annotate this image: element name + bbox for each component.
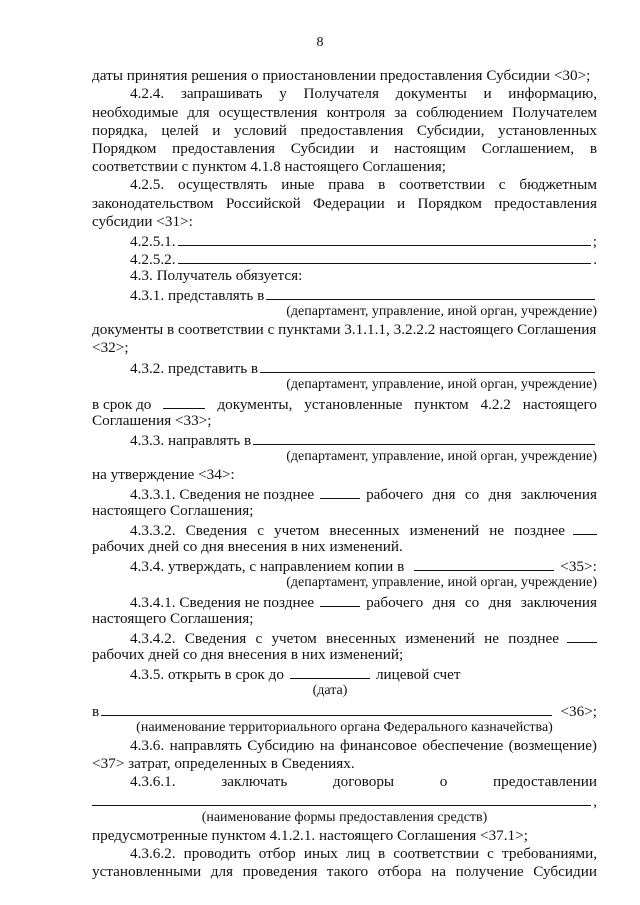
field-caption: (дата) bbox=[312, 683, 348, 698]
text-line: рабочих дней со дня внесения в них изменений. bbox=[92, 538, 403, 555]
blank-field[interactable] bbox=[101, 701, 552, 716]
field-caption: (департамент, управление, иной орган, учреждение) bbox=[286, 377, 597, 392]
page-number: 8 bbox=[316, 35, 324, 50]
fill-line-item bbox=[92, 701, 597, 719]
fill-line-item bbox=[130, 358, 597, 376]
text-line: 4.2.5. осуществлять иные права в соответствии с бюджетным bbox=[130, 176, 597, 193]
text-line: предусмотренные пунктом 4.1.2.1. настоящего Соглашения <37.1>; bbox=[92, 827, 528, 844]
text-segment: <35>: bbox=[560, 558, 597, 574]
text-segment: 4.3.3. направлять в bbox=[130, 432, 252, 448]
text-line: законодательством Российской Федерации и Порядком предоставления bbox=[92, 195, 597, 212]
text-line: рабочих дней со дня внесения в них изменений; bbox=[92, 646, 404, 663]
fill-line-item bbox=[130, 231, 597, 249]
fill-line-item bbox=[92, 394, 597, 412]
blank-field[interactable] bbox=[266, 285, 595, 300]
text-segment: 4.3.1. представлять в bbox=[130, 287, 265, 303]
text-line: порядка, целей и условий предоставления Субсидии, установленных bbox=[92, 122, 597, 139]
fill-line-item bbox=[92, 791, 597, 809]
text-line: 4.3. Получатель обязуется: bbox=[130, 267, 303, 284]
blank-field[interactable] bbox=[178, 231, 591, 246]
field-caption: (департамент, управление, иной орган, учреждение) bbox=[286, 304, 597, 319]
text-segment: 4.3.2. представить в bbox=[130, 360, 259, 376]
text-segment: 4.3.4.1. Сведения не позднее bbox=[130, 594, 315, 610]
fill-line-item bbox=[130, 249, 597, 267]
text-line: документы в соответствии с пунктами 3.1.1.1, 3.2.2.2 настоящего Соглашения bbox=[92, 321, 597, 338]
text-line: даты принятия решения о приостановлении предоставления Субсидии <30>; bbox=[92, 67, 591, 84]
text-line: необходимые для осуществления контроля за соблюдением Получателем bbox=[92, 104, 597, 121]
text-line: установленными для проведения такого отбора на получение Субсидии bbox=[92, 863, 597, 880]
text-line: настоящего Соглашения; bbox=[92, 502, 254, 519]
blank-field[interactable] bbox=[178, 249, 592, 264]
fill-line-item bbox=[130, 664, 597, 682]
text-line: субсидии <31>: bbox=[92, 213, 193, 230]
blank-field[interactable] bbox=[260, 358, 595, 373]
blank-field[interactable] bbox=[320, 484, 360, 499]
text-line: 4.2.4. запрашивать у Получателя документы и информацию, bbox=[130, 85, 597, 102]
text-segment: 4.3.5. открыть в срок до bbox=[130, 666, 284, 682]
fill-line-item bbox=[130, 484, 597, 502]
fill-line-item bbox=[130, 285, 597, 303]
fill-line-item bbox=[130, 520, 597, 538]
text-line: 4.3.6.2. проводить отбор иных лиц в соответствии с требованиями, bbox=[130, 845, 597, 862]
text-line: соответствии с пунктом 4.1.8 настоящего Соглашения; bbox=[92, 158, 446, 175]
text-segment: рабочего дня со дня заключения bbox=[366, 486, 597, 502]
fill-line-item bbox=[130, 556, 597, 574]
text-segment: рабочего дня со дня заключения bbox=[366, 594, 597, 610]
punctuation: ; bbox=[592, 233, 597, 249]
text-line: Соглашения <33>; bbox=[92, 412, 212, 429]
text-segment: 4.3.3.2. Сведения с учетом внесенных изменений не позднее bbox=[130, 522, 565, 538]
field-caption: (наименование территориального органа Федерального казначейства) bbox=[136, 720, 553, 735]
text-line: настоящего Соглашения; bbox=[92, 610, 254, 627]
item-number: 4.2.5.1. bbox=[130, 233, 176, 249]
text-segment: 4.3.3.1. Сведения не позднее bbox=[130, 486, 315, 502]
punctuation: . bbox=[593, 251, 597, 267]
field-caption: (департамент, управление, иной орган, учреждение) bbox=[286, 575, 597, 590]
text-segment: в срок до bbox=[92, 396, 152, 412]
blank-field[interactable] bbox=[92, 791, 591, 806]
punctuation: , bbox=[593, 793, 597, 809]
blank-field[interactable] bbox=[573, 520, 597, 535]
text-segment: <36>; bbox=[560, 703, 597, 719]
text-segment: в bbox=[92, 703, 100, 719]
blank-field[interactable] bbox=[320, 592, 360, 607]
text-line: Порядком предоставления Субсидии и настоящим Соглашением, в bbox=[92, 140, 597, 157]
text-line: <32>; bbox=[92, 339, 129, 356]
text-segment: документы, установленные пунктом 4.2.2 настоящего bbox=[217, 396, 597, 412]
item-number: 4.2.5.2. bbox=[130, 251, 176, 267]
field-caption: (наименование формы предоставления средств) bbox=[201, 810, 488, 825]
fill-line-item bbox=[130, 592, 597, 610]
text-line: 4.3.6. направлять Субсидию на финансовое обеспечение (возмещение) bbox=[130, 737, 597, 754]
text-line: 4.3.6.1. заключать договоры о предоставлении bbox=[130, 773, 597, 790]
text-line: на утверждение <34>: bbox=[92, 466, 235, 483]
blank-field[interactable] bbox=[253, 430, 595, 445]
text-line: <37> затрат, определенных в Сведениях. bbox=[92, 755, 355, 772]
fill-line-item bbox=[130, 628, 597, 646]
blank-field[interactable] bbox=[163, 394, 205, 409]
blank-field[interactable] bbox=[414, 556, 554, 571]
text-segment: лицевой счет bbox=[375, 666, 461, 682]
text-segment: 4.3.4.2. Сведения с учетом внесенных изменений не позднее bbox=[130, 630, 559, 646]
blank-field[interactable] bbox=[290, 664, 370, 679]
fill-line-item bbox=[130, 430, 597, 448]
blank-field[interactable] bbox=[567, 628, 597, 643]
text-segment: 4.3.4. утверждать, с направлением копии в bbox=[130, 558, 405, 574]
field-caption: (департамент, управление, иной орган, учреждение) bbox=[286, 449, 597, 464]
